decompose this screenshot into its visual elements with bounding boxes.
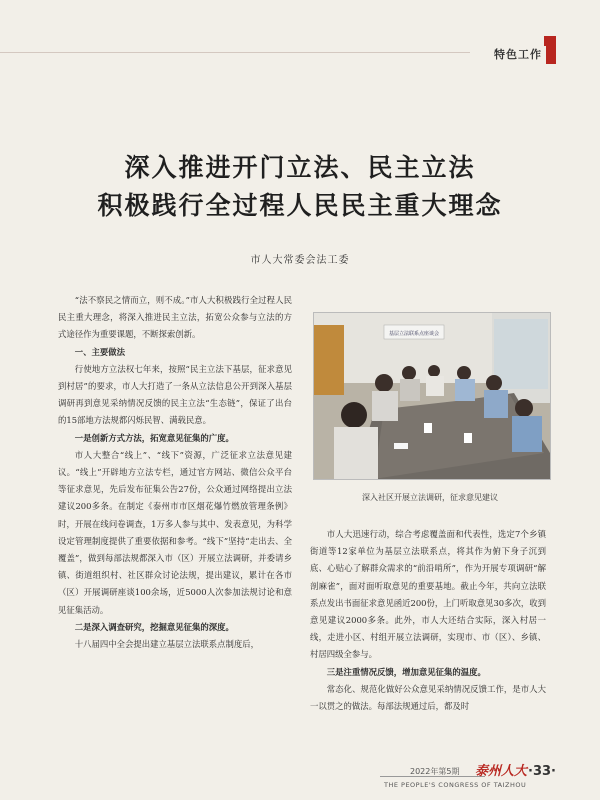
paragraph: 常态化、规范化做好公众意见采纳情况反馈工作，是市人大一以贯之的做法。每部法规通过后，都及时 [310, 683, 546, 712]
paragraph: 市人大迅速行动，综合考虑覆盖面和代表性，选定7个乡镇街道等12家单位为基层立法联系点，将其作为俯下身子沉到底、心贴心了解群众需求的“前沿哨所”，作为开展专项调研“解剖麻雀”，面对面听取意见的重要基地。截止今年，共向立法联系点发出书面征求意见函近200份，上门听取意见30多次，收到意见建议2000多条。此外，市人大还结合实际，深入村居一线，走进小区、村组开展立法调研，实现市、市（区）、乡镇、村居四级全参与。 [310, 529, 547, 660]
page-number: ·33· [528, 764, 556, 779]
meeting-photo [313, 312, 551, 480]
header-rule [0, 52, 470, 53]
left-column [58, 292, 292, 653]
header-tab-marker [546, 36, 556, 64]
paragraph: 十八届四中全会提出建立基层立法联系点制度后， [74, 639, 260, 650]
byline: 市人大常委会法工委 [250, 255, 350, 266]
section-heading: 三是注重情况反馈，增加意见征集的温度。 [326, 666, 486, 677]
photo-caption: 深入社区开展立法调研，征求意见建议 [362, 493, 498, 502]
section-heading: 二是深入调查研究，挖掘意见征集的深度。 [74, 621, 234, 632]
paragraph: 行使地方立法权七年来，按照“民主立法下基层，征求意见到村居”的要求，市人大打造了一条从立法信息公开到深入基层调研再到意见采纳情况反馈的民主立法“生态链”，保证了出台的15部地方法规都闪烁民智、满载民意。 [58, 363, 292, 426]
magazine-english-name: THE PEOPLE'S CONGRESS OF TAIZHOU [384, 781, 527, 789]
paragraph: 市人大整合“线上”、“线下”资源，广泛征求立法意见建议。“线上”开辟地方立法专栏，通过官方网站、微信公众平台等征求意见，先后发布征集公告27份，公众通过网络提出立法建议200多条。在制定《泰州市市区烟花爆竹燃放管理条例》时，开展在线问卷调查，1万多人参与其中、发表意见，为科学设定管理制度提供了重要依据和参考。“线下”坚持“走出去、全覆盖”，做到每部法规都深入市（区）开展立法调研，并委请乡镇、街道组织村、社区群众讨论法规，提出建议，累计在各市（区）开展调研座谈100余场，近5000人次参加法规讨论和意见征集活动。 [58, 449, 292, 615]
section-heading: 一、主要做法 [74, 346, 126, 357]
issue-info: 2022年第5期 [410, 767, 460, 776]
section-label: 特色工作 [494, 48, 542, 61]
title-line-1: 深入推进开门立法、民主立法 [124, 153, 476, 182]
board-text: 基层立法联系点座谈会 [388, 331, 440, 337]
right-column [310, 526, 546, 715]
article-title [0, 150, 600, 224]
magazine-logo: 泰州人大 [475, 764, 528, 779]
title-line-2: 积极践行全过程人民民主重大理念 [97, 191, 503, 220]
section-heading: 一是创新方式方法，拓宽意见征集的广度。 [74, 432, 234, 443]
footer-rule [380, 776, 485, 777]
paragraph: “法不察民之情而立，则不成。”市人大积极践行全过程人民民主重大理念，将深入推进民主立法，拓宽公众参与立法的方式途径作为重要课题，不断探索创新。 [58, 295, 292, 340]
meeting-illustration [314, 313, 550, 479]
